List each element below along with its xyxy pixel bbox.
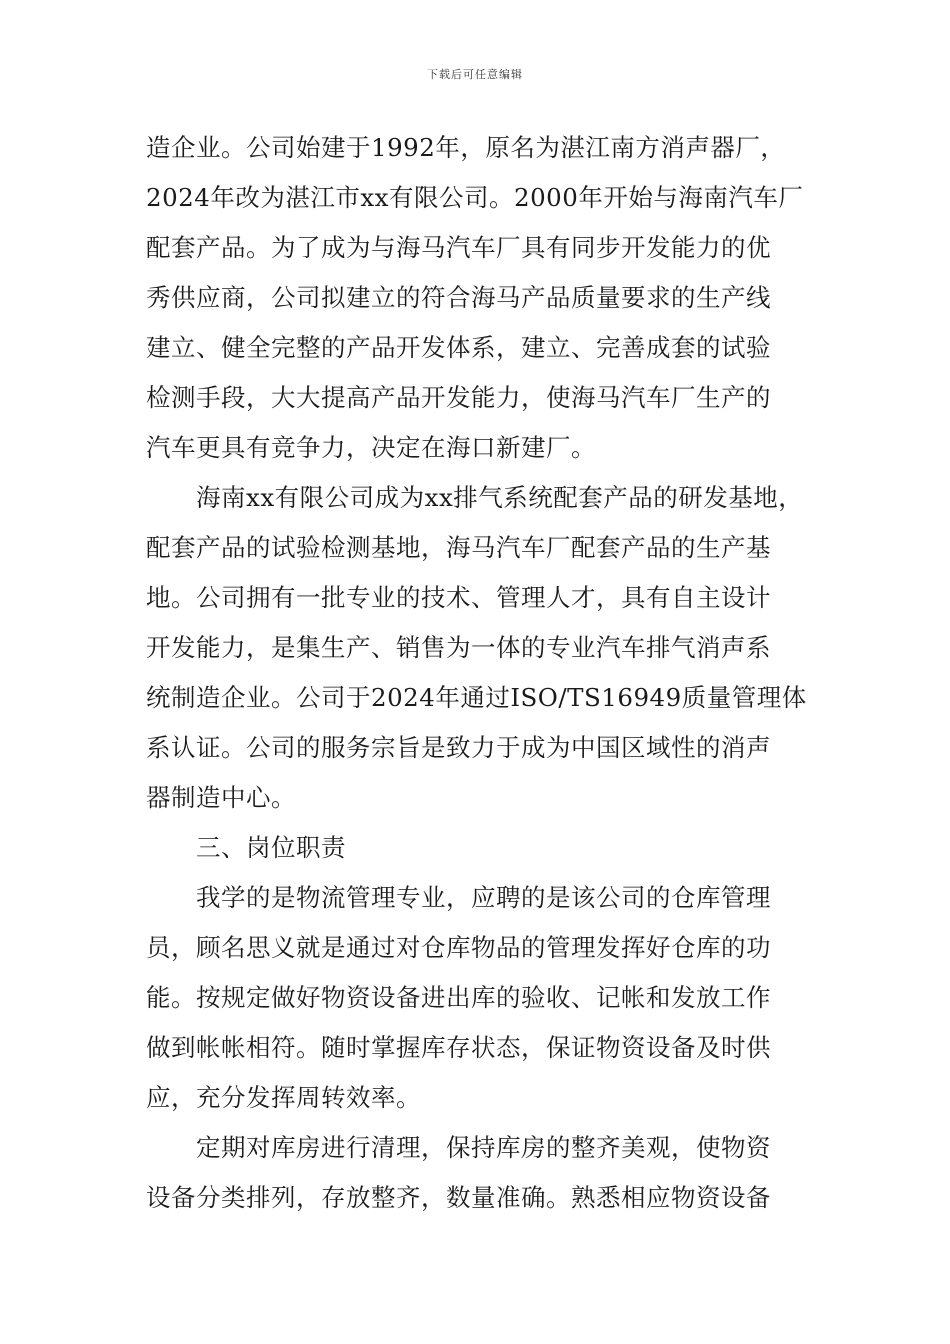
text-line: 配套产品的试验检测基地，海马汽车厂配套产品的生产基 [146, 533, 771, 562]
text-line: 汽车更具有竞争力，决定在海口新建厂。 [146, 433, 596, 462]
text-line: 设备分类排列，存放整齐，数量准确。熟悉相应物资设备 [146, 1183, 771, 1212]
text-line: 地。公司拥有一批专业的技术、管理人才，具有自主设计 [146, 583, 771, 612]
text-line: 员，顾名思义就是通过对仓库物品的管理发挥好仓库的功 [146, 933, 771, 962]
text-line: 做到帐帐相符。随时掌握库存状态，保证物资设备及时供 [146, 1033, 771, 1062]
text-line: 海南xx有限公司成为xx排气系统配套产品的研发基地， [196, 483, 804, 512]
text-line: 系认证。公司的服务宗旨是致力于成为中国区域性的消声 [146, 733, 771, 762]
text-line: 开发能力，是集生产、销售为一体的专业汽车排气消声系 [146, 633, 771, 662]
text-line: 秀供应商，公司拟建立的符合海马产品质量要求的生产线 [146, 283, 771, 312]
text-line: 能。按规定做好物资设备进出库的验收、记帐和发放工作 [146, 983, 771, 1012]
section-heading: 三、岗位职责 [196, 833, 346, 862]
text-line: 造企业。公司始建于1992年，原名为湛江南方消声器厂， [146, 133, 786, 162]
text-line: 器制造中心。 [146, 783, 296, 812]
text-line: 建立、健全完整的产品开发体系，建立、完善成套的试验 [146, 333, 771, 362]
text-line: 2024年改为湛江市xx有限公司。2000年开始与海南汽车厂 [146, 183, 804, 212]
text-line: 统制造企业。公司于2024年通过ISO/TS16949质量管理体 [146, 683, 807, 712]
text-line: 检测手段，大大提高产品开发能力，使海马汽车厂生产的 [146, 383, 771, 412]
text-line: 我学的是物流管理专业，应聘的是该公司的仓库管理 [196, 883, 771, 912]
text-line: 定期对库房进行清理，保持库房的整齐美观，使物资 [196, 1133, 771, 1162]
text-line: 配套产品。为了成为与海马汽车厂具有同步开发能力的优 [146, 233, 771, 262]
text-line: 应，充分发挥周转效率。 [146, 1083, 421, 1112]
page-header: 下载后可任意编辑 [427, 68, 523, 81]
